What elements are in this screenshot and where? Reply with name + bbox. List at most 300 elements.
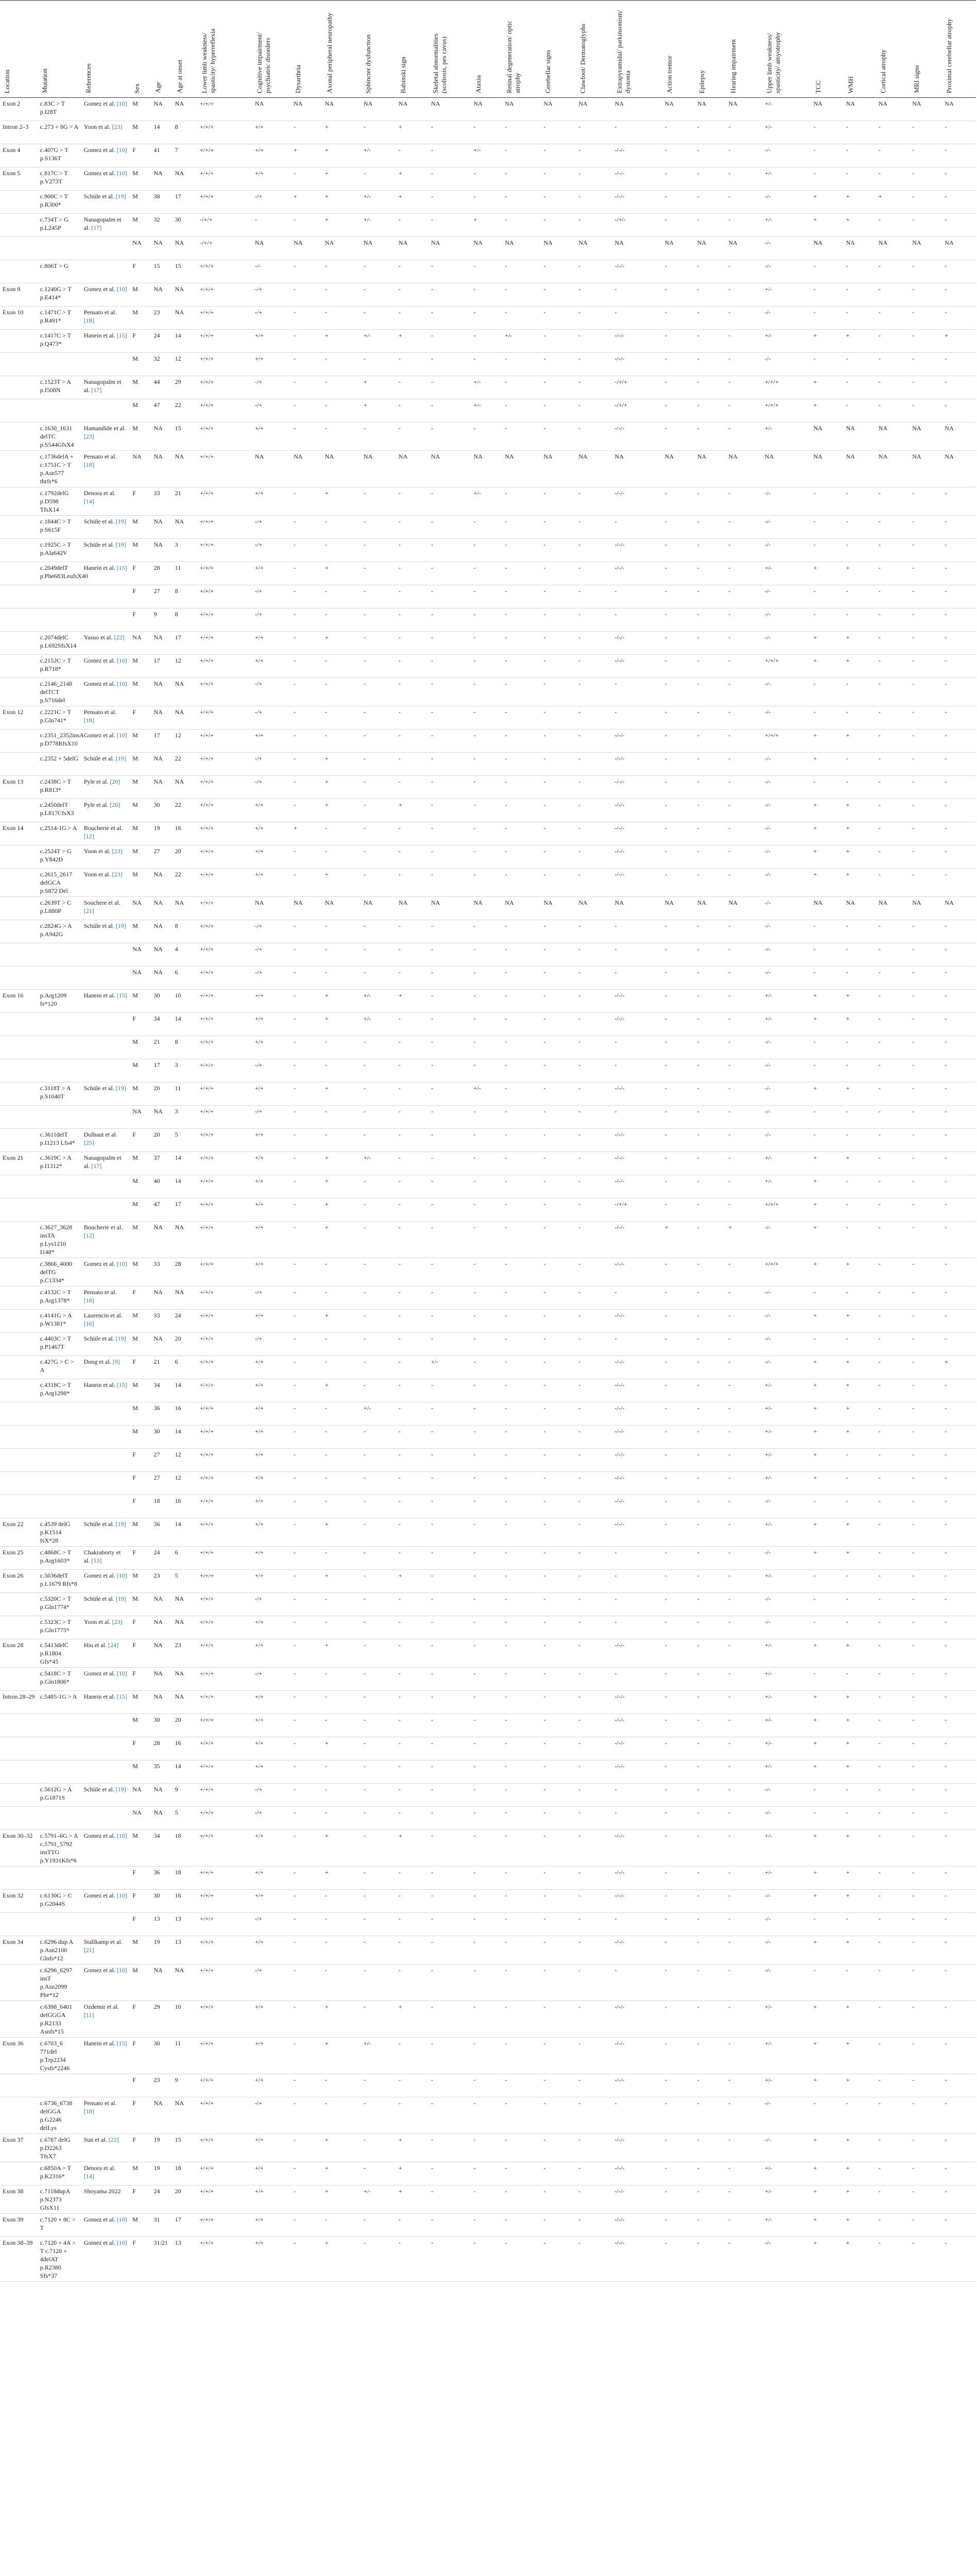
reference-link[interactable]: [18]: [83, 717, 94, 724]
table-cell: [0, 1668, 38, 1691]
table-cell: -: [910, 1691, 942, 1714]
table-cell: 23: [151, 1570, 172, 1593]
reference-link[interactable]: [15]: [116, 1693, 127, 1700]
table-cell: -: [695, 1129, 726, 1152]
table-cell: -: [576, 1222, 612, 1258]
table-cell: [38, 353, 81, 376]
table-cell: +/+/+: [197, 1518, 252, 1547]
table-cell: NA: [844, 237, 876, 260]
table-cell: 30: [151, 799, 172, 822]
table-row: [0, 730, 976, 753]
table-cell: c.3866_4000 delTG p.C1334*: [38, 1258, 81, 1286]
table-cell: +/+: [252, 1691, 291, 1714]
reference-link[interactable]: [23]: [112, 1618, 123, 1625]
table-cell: +/-: [471, 399, 503, 422]
table-cell: -: [942, 1890, 976, 1913]
table-cell: +: [471, 214, 503, 237]
table-cell: 12: [173, 655, 198, 678]
table-cell: -: [428, 706, 471, 730]
table-cell: -: [662, 730, 695, 753]
table-cell: M: [130, 799, 151, 822]
table-cell: -: [291, 1356, 322, 1379]
table-cell: +/+/+: [197, 869, 252, 897]
reference-link[interactable]: [19]: [115, 1520, 126, 1528]
table-cell: -: [662, 1472, 695, 1495]
table-cell: -: [361, 1472, 396, 1495]
table-cell: -: [942, 214, 976, 237]
table-cell: +/+/+: [197, 1616, 252, 1639]
table-cell: 17: [151, 655, 172, 678]
reference-link[interactable]: [19]: [115, 1786, 126, 1793]
reference-link[interactable]: [19]: [115, 541, 126, 548]
table-cell: -: [396, 376, 428, 399]
reference-link[interactable]: [10]: [116, 1892, 127, 1899]
table-cell: -: [811, 1333, 844, 1356]
table-cell: -: [361, 1830, 396, 1867]
table-row: [0, 1472, 976, 1495]
reference-link[interactable]: [22]: [108, 2136, 119, 2143]
table-cell: [0, 1013, 38, 1036]
reference-link[interactable]: [14]: [83, 498, 94, 505]
table-cell: -: [396, 422, 428, 451]
table-cell: -: [322, 283, 361, 307]
table-cell: -: [942, 1286, 976, 1310]
reference-link[interactable]: [19]: [115, 755, 126, 762]
column-header: [726, 1, 762, 98]
table-cell: -: [811, 516, 844, 539]
table-cell: -: [541, 1106, 576, 1129]
reference-link[interactable]: [10]: [116, 285, 127, 293]
reference-link[interactable]: [19]: [115, 1335, 126, 1342]
table-cell: +: [811, 2001, 844, 2038]
table-cell: -/-/-: [612, 167, 662, 191]
table-cell: -: [726, 1830, 762, 1867]
table-cell: -: [726, 1518, 762, 1547]
table-row: [0, 585, 976, 608]
table-cell: c.2824G > A p.A942G: [38, 920, 81, 943]
reference-link[interactable]: [24]: [108, 1641, 119, 1649]
table-cell: [38, 2074, 81, 2097]
table-cell: -/-/-: [612, 1426, 662, 1449]
table-cell: -: [291, 399, 322, 422]
table-cell: [0, 214, 38, 237]
table-cell: -: [361, 655, 396, 678]
table-cell: -: [576, 487, 612, 516]
column-header: [322, 1, 361, 98]
table-cell: -: [910, 1830, 942, 1867]
reference-link[interactable]: [11]: [83, 2011, 94, 2019]
reference-link[interactable]: [12]: [83, 833, 94, 840]
table-cell: -/-/-: [612, 776, 662, 799]
table-row: [0, 1222, 976, 1258]
table-cell: NA: [151, 2097, 172, 2134]
table-cell: -: [942, 1570, 976, 1593]
table-cell: -/-: [762, 1936, 811, 1964]
table-cell: -: [502, 1310, 541, 1333]
table-cell: [0, 1379, 38, 1402]
reference-link[interactable]: [21]: [83, 907, 94, 914]
table-cell: 6: [173, 1356, 198, 1379]
table-cell: Exon 16: [0, 990, 38, 1013]
reference-link[interactable]: [10]: [116, 2239, 127, 2246]
table-cell: -: [322, 1059, 361, 1082]
reference-link[interactable]: [19]: [115, 1595, 126, 1602]
table-cell: +/+/+: [197, 1668, 252, 1691]
table-cell: [38, 237, 81, 260]
table-cell: -: [361, 943, 396, 967]
table-cell: -: [811, 608, 844, 632]
table-cell: -: [361, 1936, 396, 1964]
reference-link[interactable]: [19]: [115, 922, 126, 929]
table-cell: -: [726, 1639, 762, 1668]
table-cell: -: [471, 2237, 503, 2282]
table-cell: -: [428, 516, 471, 539]
table-cell: -: [942, 753, 976, 776]
table-cell: -: [695, 1198, 726, 1222]
table-cell: -: [612, 967, 662, 990]
table-row: [0, 655, 976, 678]
reference-link[interactable]: [10]: [116, 1260, 127, 1267]
table-cell: -: [811, 260, 844, 283]
table-cell: -/-: [762, 967, 811, 990]
table-cell: -: [876, 1472, 910, 1495]
table-cell: -: [576, 2214, 612, 2237]
table-cell: -: [844, 776, 876, 799]
reference-link[interactable]: [19]: [115, 518, 126, 525]
reference-link[interactable]: [20]: [110, 778, 121, 785]
table-cell: -: [695, 1913, 726, 1936]
table-cell: -: [876, 562, 910, 585]
table-cell: -: [662, 2001, 695, 2038]
table-cell: -: [876, 730, 910, 753]
table-cell: -: [541, 2134, 576, 2162]
table-cell: -: [942, 1175, 976, 1198]
table-cell: -: [576, 2038, 612, 2074]
table-cell: 14: [173, 1426, 198, 1449]
table-cell: c.7118dupA p.N2373 GfsX11: [38, 2185, 81, 2214]
table-cell: -: [471, 2097, 503, 2134]
table-cell: +: [811, 1547, 844, 1570]
table-cell: NA: [942, 451, 976, 487]
table-cell: -: [361, 1059, 396, 1082]
table-cell: -: [726, 1082, 762, 1106]
table-cell: -/+: [252, 967, 291, 990]
table-cell: -: [541, 307, 576, 330]
table-cell: -: [942, 2134, 976, 2162]
table-cell: NA: [151, 1222, 172, 1258]
reference-link[interactable]: [23]: [112, 848, 123, 855]
table-cell: +/+/+: [197, 353, 252, 376]
table-cell: +/+/+: [197, 451, 252, 487]
column-header: [942, 1, 976, 98]
table-cell: -: [910, 260, 942, 283]
table-cell: -: [291, 2214, 322, 2237]
reference-link[interactable]: [10]: [116, 1572, 127, 1579]
table-cell: F: [130, 1913, 151, 1936]
table-cell: -: [471, 920, 503, 943]
table-cell: -: [662, 845, 695, 869]
table-cell: -: [361, 1286, 396, 1310]
table-row: [0, 1175, 976, 1198]
table-cell: +/+/+: [197, 283, 252, 307]
reference-link[interactable]: [20]: [110, 801, 121, 808]
table-cell: +/-: [762, 1639, 811, 1668]
table-row: [0, 1964, 976, 2001]
reference-link[interactable]: [10]: [116, 657, 127, 664]
table-cell: -: [726, 1472, 762, 1495]
table-cell: -: [910, 822, 942, 845]
reference-link[interactable]: [13]: [91, 1557, 102, 1564]
table-cell: -: [612, 1059, 662, 1082]
table-cell: -: [662, 516, 695, 539]
table-cell: NA: [173, 516, 198, 539]
table-cell: -: [396, 214, 428, 237]
reference-link[interactable]: [17]: [91, 1162, 102, 1170]
table-cell: +/+/+: [197, 776, 252, 799]
table-cell: -: [726, 1784, 762, 1807]
table-cell: -/+: [252, 678, 291, 706]
column-header-label: References: [84, 63, 92, 93]
table-cell: M: [130, 1222, 151, 1258]
table-cell: -: [876, 920, 910, 943]
reference-link[interactable]: [9]: [112, 1358, 120, 1365]
reference-link[interactable]: [10]: [116, 1670, 127, 1677]
table-cell: 28: [151, 562, 172, 585]
reference-link[interactable]: [23]: [112, 871, 123, 878]
table-cell: -: [322, 585, 361, 608]
table-cell: -: [502, 1547, 541, 1570]
table-cell: +/-: [361, 1013, 396, 1036]
table-cell: -: [291, 1570, 322, 1593]
table-cell: -: [502, 632, 541, 655]
table-cell: -: [910, 2074, 942, 2097]
reference-link[interactable]: [15]: [116, 1381, 127, 1388]
reference-link[interactable]: [15]: [116, 332, 127, 339]
table-cell: +/-: [762, 990, 811, 1013]
reference-link[interactable]: [10]: [116, 100, 127, 107]
table-cell: -: [361, 2237, 396, 2282]
table-cell: +/+/+: [197, 1426, 252, 1449]
table-cell: +/+/+: [197, 1198, 252, 1222]
table-cell: -: [876, 1518, 910, 1547]
table-cell: -: [876, 967, 910, 990]
table-cell: -: [910, 2097, 942, 2134]
table-cell: -: [576, 399, 612, 422]
table-cell: -: [726, 608, 762, 632]
table-cell: -: [471, 2001, 503, 2038]
table-cell: +/+/+: [197, 2074, 252, 2097]
table-cell: [38, 1760, 81, 1784]
reference-link[interactable]: [10]: [116, 1832, 127, 1839]
table-cell: -: [844, 1175, 876, 1198]
table-cell: -: [291, 1472, 322, 1495]
table-cell: +: [361, 399, 396, 422]
table-cell: -: [576, 1059, 612, 1082]
column-header-label: Skeletal abnormalities (scoliosis, pes cavus): [432, 33, 448, 93]
table-cell: Yoon et al. [23]: [81, 1616, 130, 1639]
table-cell: 30: [173, 214, 198, 237]
table-cell: -: [876, 799, 910, 822]
table-cell: NA: [151, 451, 172, 487]
table-cell: M: [130, 1964, 151, 2001]
table-cell: -: [576, 799, 612, 822]
table-cell: -/-/-: [612, 1518, 662, 1547]
table-cell: -: [942, 1913, 976, 1936]
table-cell: -/-/-: [612, 2162, 662, 2185]
table-cell: -: [662, 2074, 695, 2097]
table-cell: -: [396, 845, 428, 869]
table-cell: -/-/-: [612, 562, 662, 585]
reference-link[interactable]: [18]: [83, 461, 94, 468]
table-cell: -/+: [252, 1668, 291, 1691]
table-cell: -: [576, 1356, 612, 1379]
table-cell: [0, 1106, 38, 1129]
table-cell: -: [662, 943, 695, 967]
table-cell: -: [291, 562, 322, 585]
table-cell: -: [428, 1129, 471, 1152]
table-cell: NA: [173, 706, 198, 730]
table-cell: +/+: [252, 1356, 291, 1379]
table-cell: +/-: [471, 1082, 503, 1106]
reference-link[interactable]: [19]: [115, 193, 126, 200]
table-cell: F: [130, 260, 151, 283]
table-cell: -/+: [252, 376, 291, 399]
table-cell: -: [396, 144, 428, 167]
reference-link[interactable]: [18]: [83, 317, 94, 324]
table-cell: M: [130, 1570, 151, 1593]
reference-link[interactable]: [10]: [116, 1967, 127, 1974]
table-cell: +: [396, 1830, 428, 1867]
table-cell: -: [361, 307, 396, 330]
table-cell: +: [844, 655, 876, 678]
table-cell: p.Arg1209 fs*120: [38, 990, 81, 1013]
table-cell: -: [876, 2001, 910, 2038]
table-cell: +/+: [252, 2134, 291, 2162]
table-cell: [0, 353, 38, 376]
table-cell: 19: [151, 2162, 172, 2185]
reference-link[interactable]: [12]: [83, 1232, 94, 1239]
table-cell: Hanein et al. [15]: [81, 1691, 130, 1714]
table-cell: +/+/+: [197, 753, 252, 776]
table-cell: -: [541, 1152, 576, 1175]
column-header-label: Sphincter dysfunction: [364, 34, 372, 93]
table-cell: -: [502, 562, 541, 585]
reference-link[interactable]: [14]: [83, 2173, 94, 2180]
table-cell: +: [322, 191, 361, 214]
table-cell: -/-: [762, 1913, 811, 1936]
reference-link[interactable]: [10]: [116, 146, 127, 154]
reference-link[interactable]: [21]: [83, 1946, 94, 1954]
table-cell: NA: [811, 422, 844, 451]
reference-link[interactable]: [10]: [116, 732, 127, 739]
table-cell: -: [396, 1867, 428, 1890]
table-cell: -/-/-: [612, 2074, 662, 2097]
table-cell: -: [876, 1495, 910, 1518]
table-cell: M: [130, 1936, 151, 1964]
table-row: [0, 1310, 976, 1333]
table-cell: -: [876, 1830, 910, 1867]
table-cell: +/+/+: [197, 1013, 252, 1036]
table-cell: -: [576, 1036, 612, 1059]
table-cell: NA: [151, 869, 172, 897]
reference-link[interactable]: [19]: [115, 1084, 126, 1092]
table-cell: -: [695, 2214, 726, 2237]
reference-link[interactable]: [23]: [112, 123, 123, 130]
table-cell: +: [811, 1760, 844, 1784]
table-cell: -: [876, 1152, 910, 1175]
table-cell: F: [130, 1737, 151, 1760]
table-cell: NA: [844, 897, 876, 920]
table-cell: -: [942, 1714, 976, 1737]
table-cell: -: [662, 1616, 695, 1639]
table-cell: -: [361, 1258, 396, 1286]
reference-link[interactable]: [16]: [83, 1320, 94, 1327]
table-cell: [0, 1616, 38, 1639]
table-cell: NA: [173, 167, 198, 191]
table-cell: c.6703_6 771del p.Trp2234 Cysfs*2246: [38, 2038, 81, 2074]
table-cell: c.817C > T p.V273T: [38, 167, 81, 191]
reference-link[interactable]: [10]: [116, 170, 127, 177]
table-cell: -: [576, 1175, 612, 1198]
table-cell: -: [662, 1495, 695, 1518]
table-cell: -: [576, 1129, 612, 1152]
table-cell: Exon 10: [0, 307, 38, 330]
table-cell: -: [291, 283, 322, 307]
table-cell: -: [576, 330, 612, 353]
table-cell: -/+: [252, 608, 291, 632]
reference-link[interactable]: [23]: [83, 433, 94, 440]
table-cell: +: [396, 2001, 428, 2038]
table-cell: +/+/+: [197, 1106, 252, 1129]
table-cell: c.2146_2148 delTCT p.S716del: [38, 678, 81, 706]
reference-link[interactable]: [15]: [116, 564, 127, 571]
table-cell: -: [322, 655, 361, 678]
table-cell: +: [876, 191, 910, 214]
table-cell: -: [541, 144, 576, 167]
table-cell: NA: [151, 753, 172, 776]
table-cell: Nanagopalm et al. [17]: [81, 1152, 130, 1175]
table-cell: -: [471, 422, 503, 451]
table-cell: +/+/+: [197, 2097, 252, 2134]
reference-link[interactable]: [17]: [91, 224, 102, 231]
table-cell: -: [396, 1258, 428, 1286]
reference-link[interactable]: [15]: [116, 992, 127, 999]
reference-link[interactable]: [15]: [116, 2040, 127, 2047]
reference-link[interactable]: [22]: [114, 634, 125, 641]
reference-link[interactable]: [18]: [83, 1297, 94, 1304]
reference-link[interactable]: [25]: [83, 1139, 94, 1146]
table-cell: -: [428, 1760, 471, 1784]
table-cell: 27: [151, 585, 172, 608]
table-cell: -: [361, 1691, 396, 1714]
table-cell: [38, 1059, 81, 1082]
reference-link[interactable]: [17]: [91, 386, 102, 394]
table-cell: -: [726, 753, 762, 776]
reference-link[interactable]: [18]: [83, 2108, 94, 2115]
table-cell: -: [541, 608, 576, 632]
table-cell: +/+: [252, 845, 291, 869]
table-cell: Gomez et al. [10]: [81, 730, 130, 753]
table-row: [0, 167, 976, 191]
reference-link[interactable]: [10]: [116, 2216, 127, 2223]
table-row: [0, 1106, 976, 1129]
reference-link[interactable]: [10]: [116, 680, 127, 687]
table-cell: [81, 2074, 130, 2097]
table-cell: F: [130, 2074, 151, 2097]
table-cell: -: [361, 822, 396, 845]
table-cell: NA: [471, 897, 503, 920]
table-cell: -: [396, 1760, 428, 1784]
